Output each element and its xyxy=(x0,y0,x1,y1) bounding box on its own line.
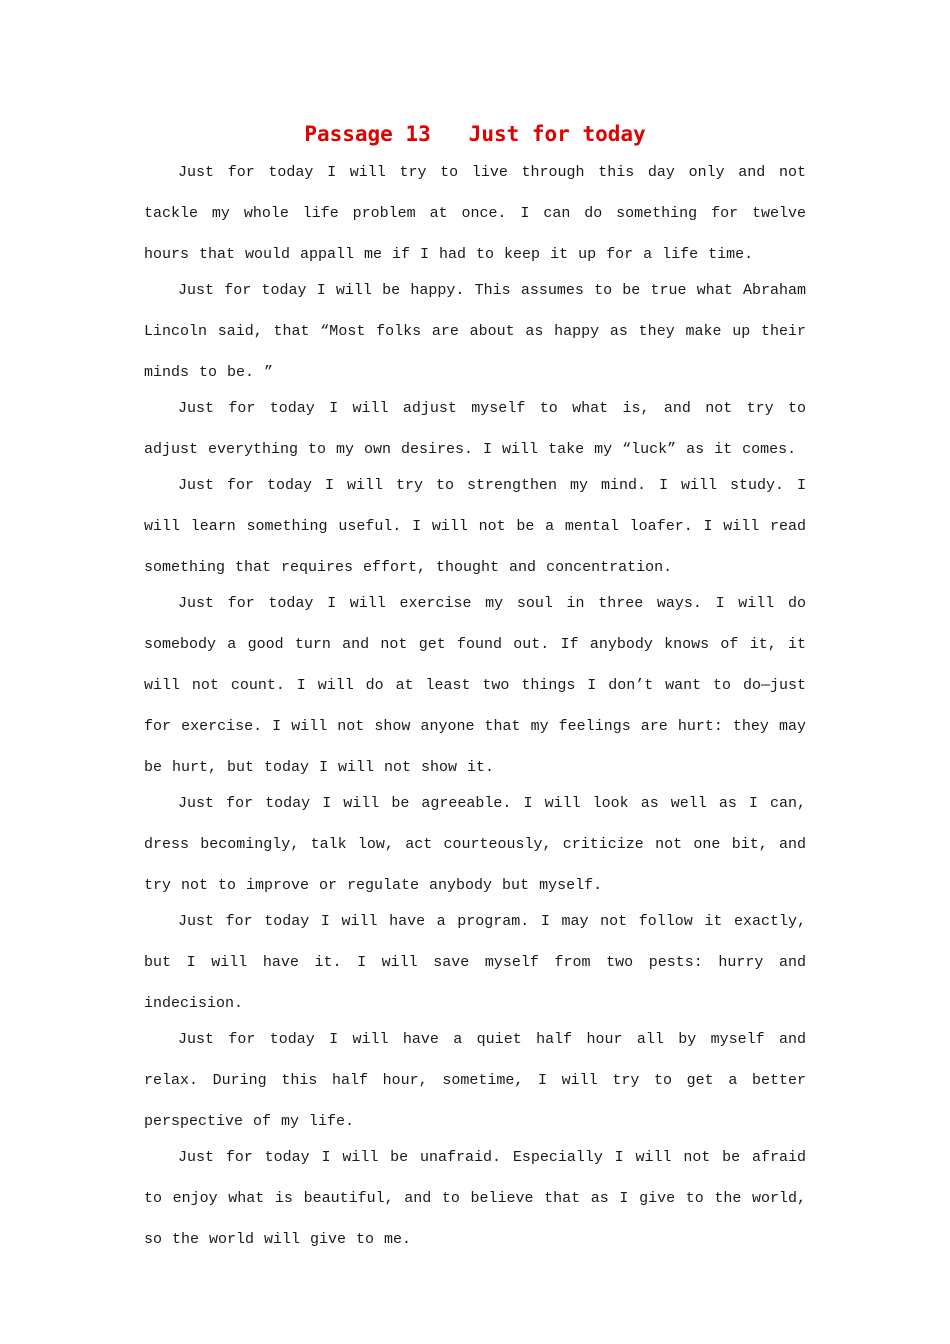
paragraph-5: Just for today I will exercise my soul in three ways. I will do somebody a good turn and not get found out. If anybody knows of it, it will not count. I will do at least two things I don’t want to do—just for exercise. I will not show anyone that my feelings are hurt: they may be hurt, but today I will not show it. xyxy=(144,595,806,776)
paragraph-6: Just for today I will be agreeable. I will look as well as I can, dress becomingly, talk low, act courteously, criticize not one bit, and try not to improve or regulate anybody but myself. xyxy=(144,795,806,894)
passage-title: Passage 13 Just for today xyxy=(304,122,646,146)
passage-body xyxy=(144,152,806,1260)
paragraph-9: Just for today I will be unafraid. Especially I will not be afraid to enjoy what is beautiful, and to believe that as I give to the world, so the world will give to me. xyxy=(144,1149,806,1248)
paragraph-7: Just for today I will have a program. I may not follow it exactly, but I will have it. I will save myself from two pests: hurry and indecision. xyxy=(144,913,806,1012)
paragraph-1: Just for today I will try to live through this day only and not tackle my whole life problem at once. I can do something for twelve hours that would appall me if I had to keep it up for a life time. xyxy=(144,164,806,263)
paragraph-4: Just for today I will try to strengthen my mind. I will study. I will learn something useful. I will not be a mental loafer. I will read something that requires effort, thought and concentration. xyxy=(144,477,806,576)
paragraph-8: Just for today I will have a quiet half hour all by myself and relax. During this half hour, sometime, I will try to get a better perspective of my life. xyxy=(144,1031,806,1130)
paragraph-2: Just for today I will be happy. This assumes to be true what Abraham Lincoln said, that “Most folks are about as happy as they make up their minds to be. ” xyxy=(144,282,806,381)
paragraph-3: Just for today I will adjust myself to what is, and not try to adjust everything to my own desires. I will take my “luck” as it comes. xyxy=(144,400,806,458)
